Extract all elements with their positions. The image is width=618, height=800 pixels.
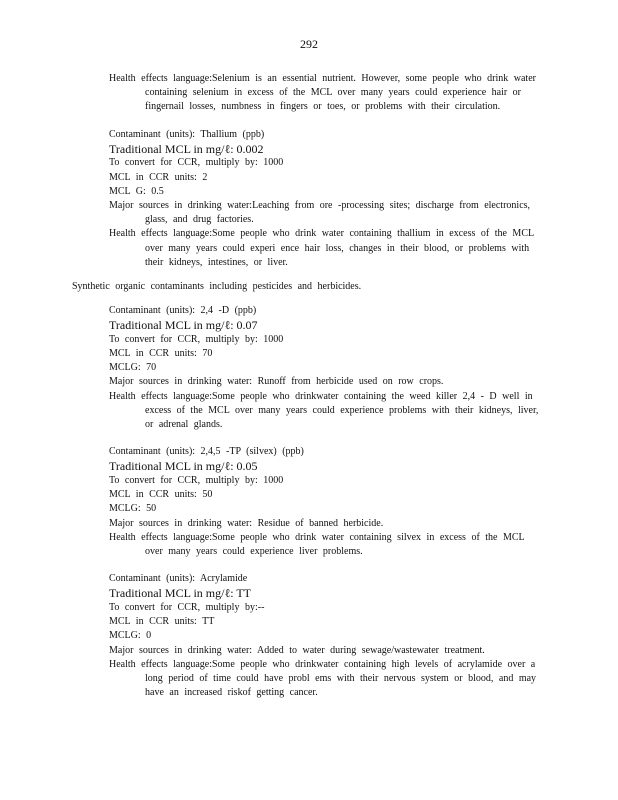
- convert-line: To convert for CCR, multiply by: 1000: [109, 333, 284, 345]
- silvex-entry: [0, 445, 618, 559]
- mclg-line: MCL G: 0.5: [109, 185, 164, 197]
- major-sources-text: Major sources in drinking water:Leaching from ore -processing sites; discharge from electronics, glass, and drug factories.: [109, 199, 531, 226]
- major-sources-text: Major sources in drinking water: Residue of banned herbicide.: [109, 517, 384, 529]
- mcl-ccr-line: MCL in CCR units: TT: [109, 616, 215, 628]
- thallium-entry: [0, 128, 618, 270]
- mcl-ccr-line: MCL in CCR units: 70: [109, 348, 213, 360]
- health-effects-text: Health effects language:Some people who drinkwater containing the weed killer 2,4 - D well in excess of the MCL over many years could experience problems with their kidneys, liver, or adrenal glands.: [109, 390, 539, 431]
- traditional-mcl-line: Traditional MCL in mg/ℓ: 0.07: [109, 318, 258, 333]
- page-content: [0, 72, 618, 700]
- acrylamide-entry: [0, 572, 618, 700]
- contaminant-line: Contaminant (units): 2,4,5 -TP (silvex) (ppb): [109, 446, 304, 458]
- health-effects-text: Health effects language:Some people who drink water containing thallium in excess of the MCL over many years could experi ence hair loss, changes in their blood, or problems with their kidneys, intestines, or liver.: [109, 228, 534, 268]
- major-sources-text: Major sources in drinking water: Runoff from herbicide used on row crops.: [109, 376, 444, 388]
- selenium-entry: [0, 72, 618, 115]
- mcl-ccr-line: MCL in CCR units: 50: [109, 489, 213, 501]
- convert-line: To convert for CCR, multiply by:--: [109, 601, 265, 613]
- contaminant-line: Contaminant (units): 2,4 -D (ppb): [109, 305, 257, 317]
- page-number: 292: [300, 37, 318, 51]
- convert-line: To convert for CCR, multiply by: 1000: [109, 474, 284, 486]
- d24-entry: [0, 304, 618, 432]
- major-sources-text: Major sources in drinking water: Added to water during sewage/wastewater treatment.: [109, 644, 485, 656]
- contaminant-line: Contaminant (units): Thallium (ppb): [109, 128, 265, 140]
- convert-line: To convert for CCR, multiply by: 1000: [109, 157, 284, 169]
- traditional-mcl-line: Traditional MCL in mg/ℓ: TT: [109, 586, 251, 601]
- mclg-line: MCLG: 0: [109, 630, 152, 642]
- contaminant-line: Contaminant (units): Acrylamide: [109, 573, 248, 585]
- health-effects-text: Health effects language:Selenium is an essential nutrient. However, some people who drink water containing selenium in excess of the MCL over many years could experience hair or fingernail losses, numbness in fingers or toes, or problems with their circulation.: [109, 73, 536, 113]
- mclg-line: MCLG: 70: [109, 362, 157, 374]
- health-effects-text: Health effects language:Some people who drink water containing silvex in excess of the MCL over many years could experience liver problems.: [109, 531, 525, 557]
- section-heading: Synthetic organic contaminants including pesticides and herbicides.: [72, 280, 362, 292]
- traditional-mcl-line: Traditional MCL in mg/ℓ: 0.05: [109, 459, 258, 474]
- traditional-mcl-line: Traditional MCL in mg/ℓ: 0.002: [109, 141, 264, 156]
- mclg-line: MCLG: 50: [109, 503, 157, 515]
- health-effects-text: Health effects language:Some people who drinkwater containing high levels of acrylamide over a long period of time could have probl ems with their nervous system or blood, and may have an increased riskof getting cancer.: [109, 658, 537, 699]
- mcl-ccr-line: MCL in CCR units: 2: [109, 171, 208, 183]
